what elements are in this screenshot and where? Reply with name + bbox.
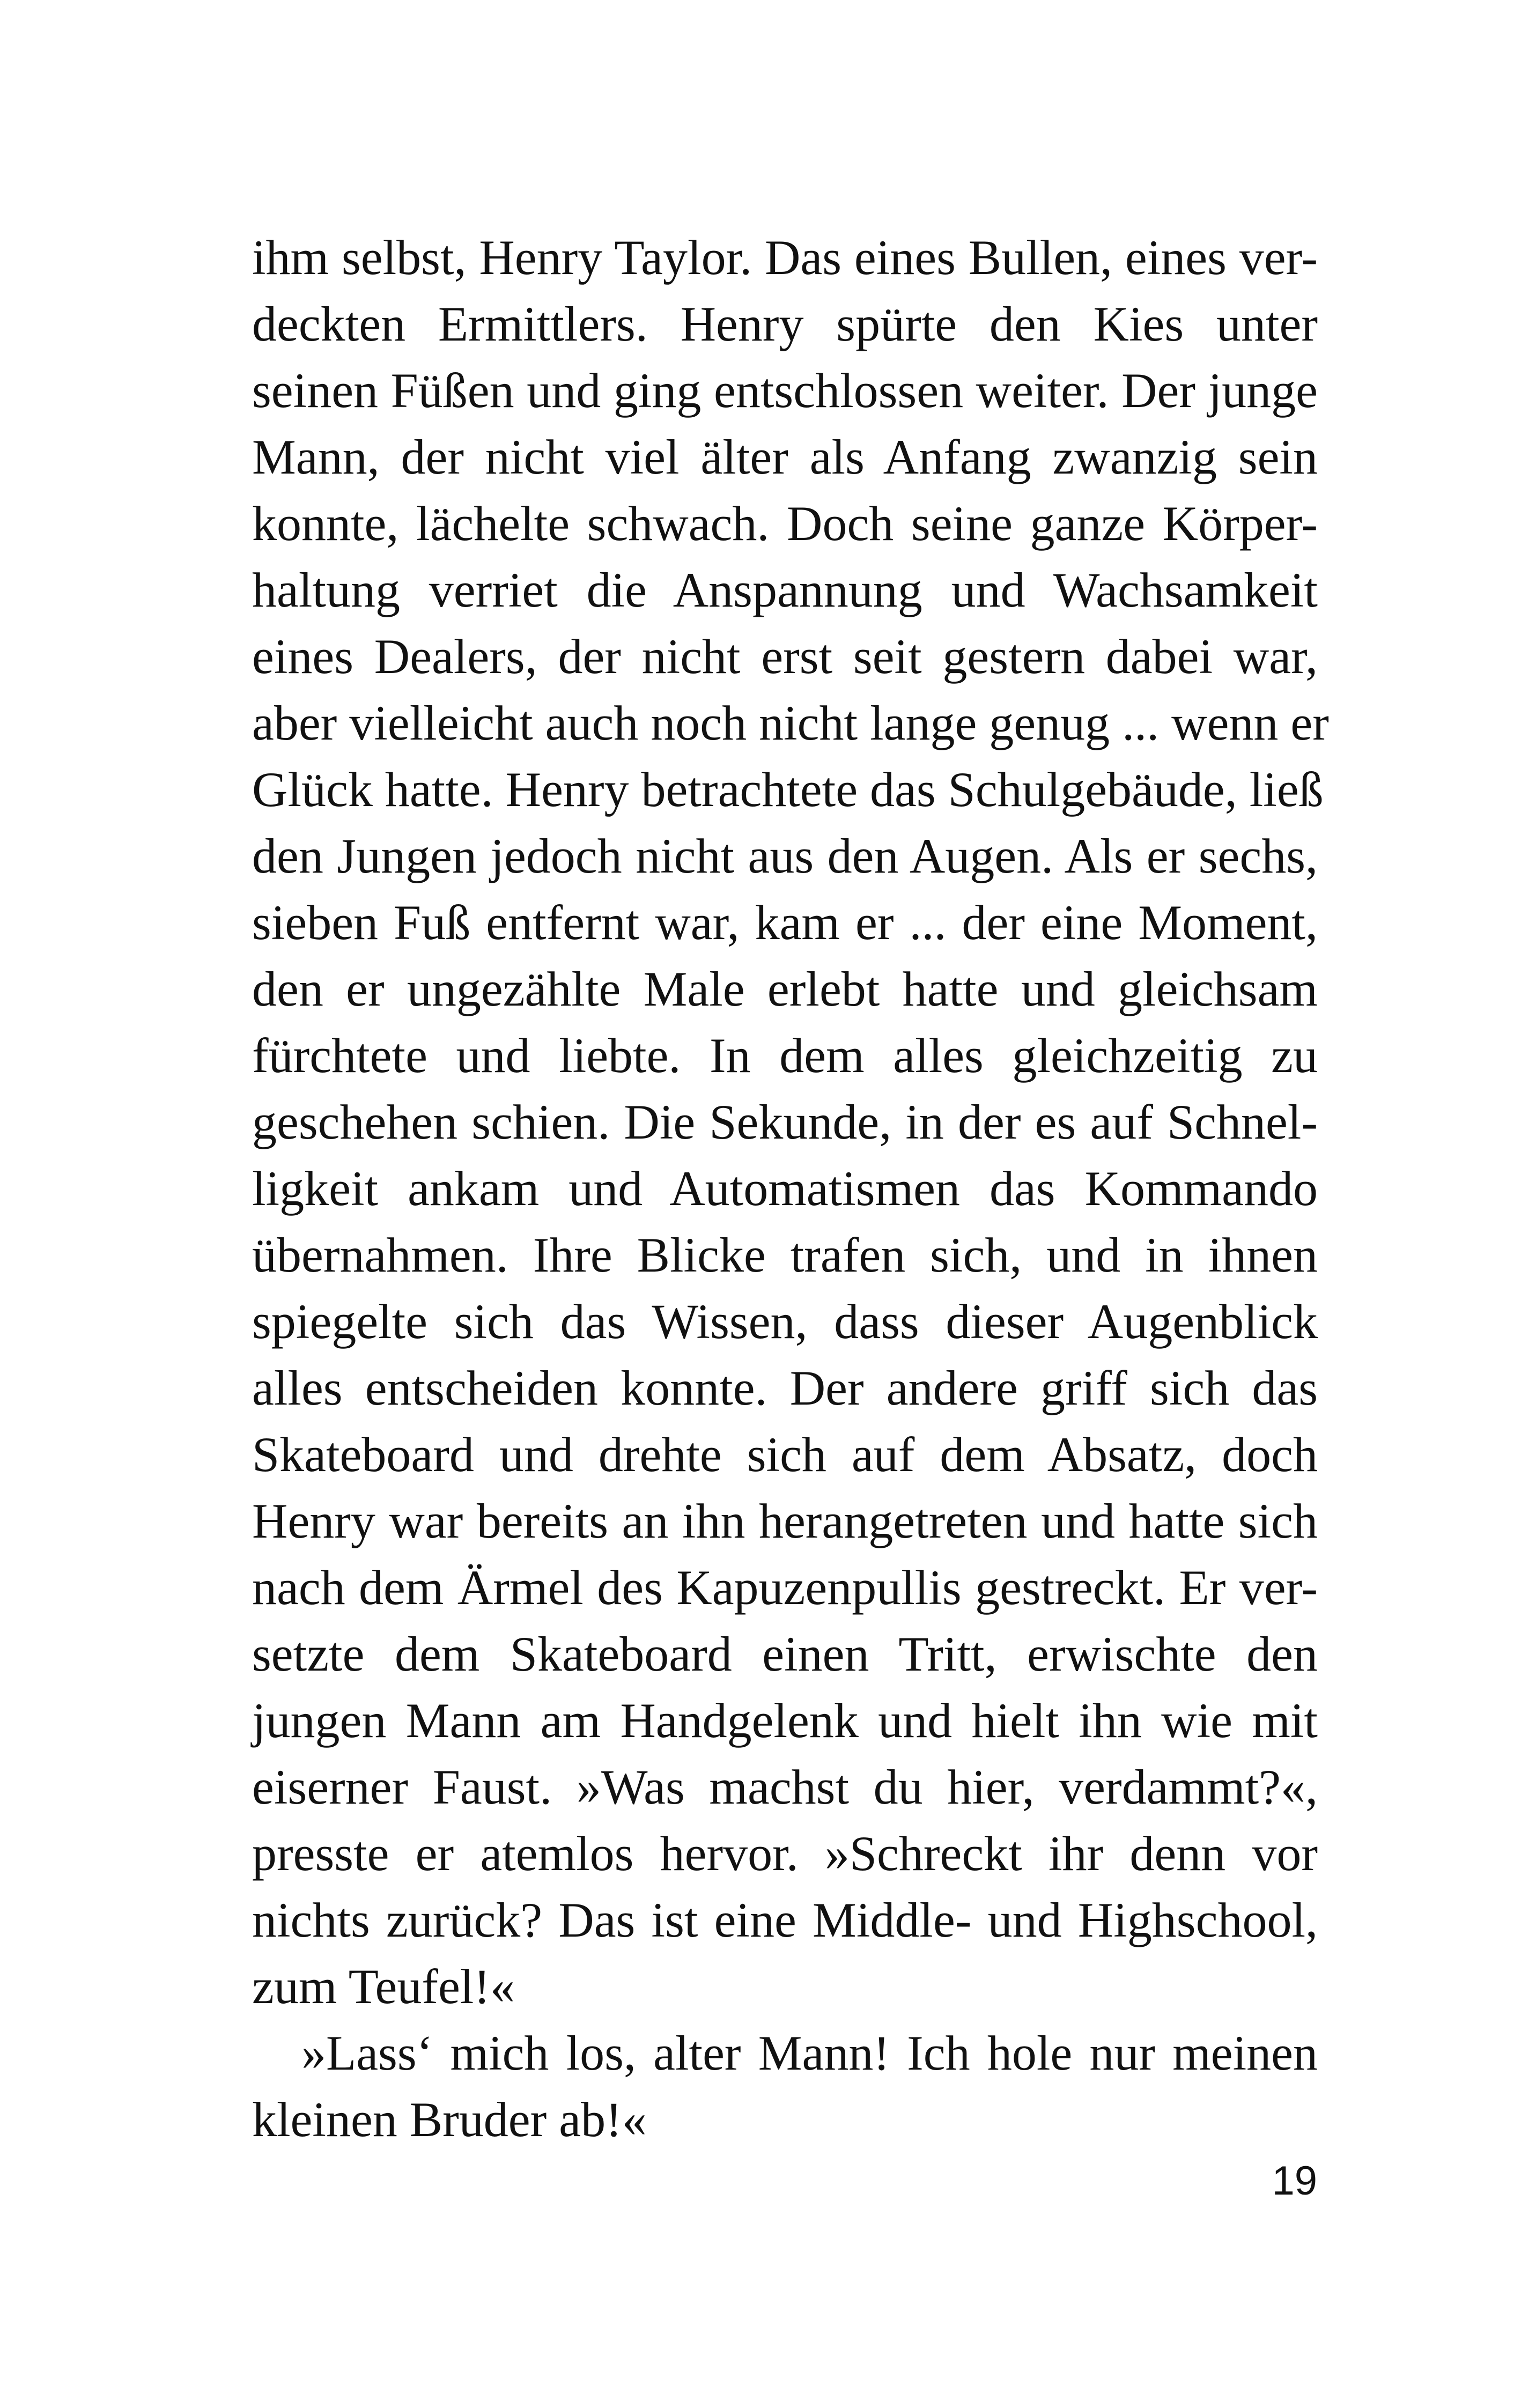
text-line: aber vielleicht auch noch nicht lange genug ... wenn er	[252, 696, 1329, 750]
text-line: geschehen schien. Die Sekunde, in der es auf Schnel-	[252, 1095, 1318, 1149]
text-line: presste er atemlos hervor. »Schreckt ihr denn vor	[252, 1826, 1318, 1881]
text-line: haltung verriet die Anspannung und Wachsamkeit	[252, 563, 1318, 617]
text-line: ihm selbst, Henry Taylor. Das eines Bullen, eines ver-	[252, 230, 1318, 285]
text-line: sieben Fuß entfernt war, kam er ... der eine Moment,	[252, 895, 1318, 950]
text-line: jungen Mann am Handgelenk und hielt ihn wie mit	[252, 1693, 1318, 1748]
text-line: zum Teufel!«	[252, 1959, 515, 2014]
text-line: deckten Ermittlers. Henry spürte den Kies unter	[252, 297, 1318, 351]
text-line: »Lass‘ mich los, alter Mann! Ich hole nur meinen	[301, 2026, 1318, 2080]
paragraph-2	[252, 2020, 1318, 2153]
text-line: übernahmen. Ihre Blicke trafen sich, und in ihnen	[252, 1228, 1318, 1282]
text-line: seinen Füßen und ging entschlossen weiter. Der junge	[252, 363, 1318, 418]
text-line: setzte dem Skateboard einen Tritt, erwischte den	[252, 1627, 1318, 1681]
text-line: alles entscheiden konnte. Der andere griff sich das	[252, 1361, 1318, 1415]
text-line: nichts zurück? Das ist eine Middle- und Highschool,	[252, 1893, 1318, 1947]
text-line: Skateboard und drehte sich auf dem Absatz, doch	[252, 1427, 1318, 1482]
text-line: den Jungen jedoch nicht aus den Augen. Als er sechs,	[252, 829, 1318, 883]
text-line: Henry war bereits an ihn herangetreten und hatte sich	[252, 1494, 1318, 1548]
text-line: Glück hatte. Henry betrachtete das Schulgebäude, ließ	[252, 762, 1324, 817]
text-line: konnte, lächelte schwach. Doch seine ganze Körper-	[252, 496, 1318, 551]
text-line: fürchtete und liebte. In dem alles gleichzeitig zu	[252, 1028, 1318, 1083]
body-text	[252, 224, 1329, 2153]
text-line: nach dem Ärmel des Kapuzenpullis gestreckt. Er ver-	[252, 1560, 1318, 1615]
text-line: eines Dealers, der nicht erst seit gestern dabei war,	[252, 629, 1318, 684]
text-line: kleinen Bruder ab!«	[252, 2092, 647, 2147]
text-line: den er ungezählte Male erlebt hatte und gleichsam	[252, 962, 1318, 1016]
text-line: Mann, der nicht viel älter als Anfang zwanzig sein	[252, 430, 1318, 484]
text-line: ligkeit ankam und Automatismen das Kommando	[252, 1161, 1318, 1216]
text-line: eiserner Faust. »Was machst du hier, verdammt?«,	[252, 1760, 1318, 1814]
text-line: spiegelte sich das Wissen, dass dieser Augenblick	[252, 1294, 1318, 1349]
paragraph-1	[252, 224, 1329, 2020]
page-number: 19	[1272, 2158, 1317, 2204]
